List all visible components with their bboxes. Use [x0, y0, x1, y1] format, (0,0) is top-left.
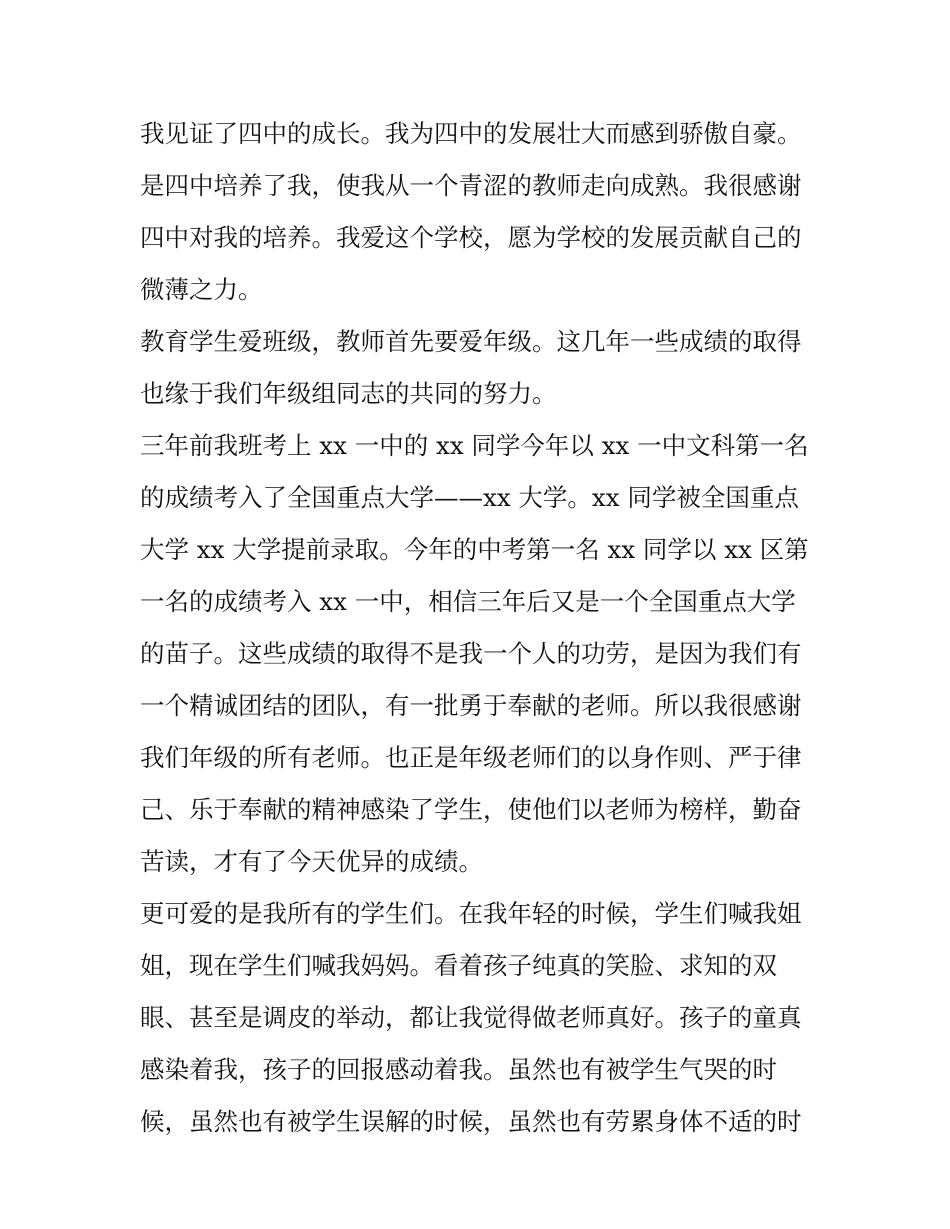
- document-body: [140, 108, 820, 1148]
- text-line: 更可爱的是我所有的学生们。在我年轻的时候，学生们喊我姐: [140, 899, 802, 928]
- text-line: 微薄之力。: [140, 275, 263, 304]
- text-line: 也缘于我们年级组同志的共同的努力。: [140, 379, 557, 408]
- text-line: 教育学生爱班级，教师首先要爱年级。这几年一些成绩的取得: [140, 327, 802, 356]
- text-line: 三年前我班考上 xx 一中的 xx 同学今年以 xx 一中文科第一名: [140, 431, 809, 460]
- text-line: 我见证了四中的成长。我为四中的发展壮大而感到骄傲自豪。: [140, 119, 802, 148]
- paragraph-3: [140, 420, 820, 888]
- text-line: 一个精诚团结的团队，有一批勇于奉献的老师。所以我很感谢: [140, 691, 802, 720]
- text-line: 大学 xx 大学提前录取。今年的中考第一名 xx 同学以 xx 区第: [140, 535, 809, 564]
- text-line: 四中对我的培养。我爱这个学校，愿为学校的发展贡献自己的: [140, 223, 802, 252]
- text-line: 苦读，才有了今天优异的成绩。: [140, 847, 483, 876]
- text-line: 是四中培养了我，使我从一个青涩的教师走向成熟。我很感谢: [140, 171, 802, 200]
- paragraph-2: [140, 316, 820, 420]
- text-line: 我们年级的所有老师。也正是年级老师们的以身作则、严于律: [140, 743, 802, 772]
- text-line: 眼、甚至是调皮的举动，都让我觉得做老师真好。孩子的童真: [140, 1003, 802, 1032]
- paragraph-4: [140, 888, 820, 1148]
- text-line: 的成绩考入了全国重点大学——xx 大学。xx 同学被全国重点: [140, 483, 799, 512]
- text-line: 姐，现在学生们喊我妈妈。看着孩子纯真的笑脸、求知的双: [140, 951, 777, 980]
- text-line: 的苗子。这些成绩的取得不是我一个人的功劳，是因为我们有: [140, 639, 802, 668]
- text-line: 感染着我，孩子的回报感动着我。虽然也有被学生气哭的时: [140, 1055, 777, 1084]
- text-line: 一名的成绩考入 xx 一中，相信三年后又是一个全国重点大学: [140, 587, 796, 616]
- text-line: 候，虽然也有被学生误解的时候，虽然也有劳累身体不适的时: [140, 1107, 802, 1136]
- text-line: 己、乐于奉献的精神感染了学生，使他们以老师为榜样，勤奋: [140, 795, 802, 824]
- paragraph-1: [140, 108, 820, 316]
